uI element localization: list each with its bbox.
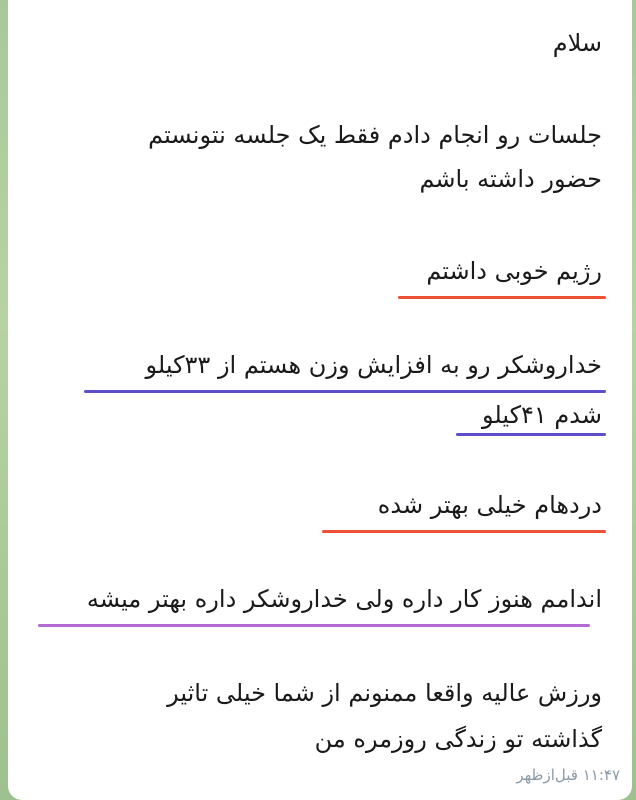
message-line: جلسات رو انجام دادم فقط یک جلسه نتونستم (148, 121, 602, 149)
message-line: گذاشته تو زندگی روزمره من (314, 725, 602, 753)
underline-purple (38, 624, 590, 627)
message-line: دردهام خیلی بهتر شده (377, 491, 602, 519)
underline-blue (456, 433, 606, 436)
message-line: اندامم هنوز کار داره ولی خداروشکر داره بهتر میشه (86, 585, 602, 613)
message-timestamp: ۱۱:۴۷ قبل‌ازظهر (516, 766, 620, 784)
message-bubble[interactable] (8, 0, 632, 800)
message-line: شدم ۴۱کیلو (482, 401, 602, 429)
message-line: حضور داشته باشم (419, 165, 602, 193)
underline-red (398, 296, 606, 299)
message-line: ورزش عالیه واقعا ممنونم از شما خیلی تاثیر (167, 679, 602, 707)
underline-blue (84, 390, 606, 393)
underline-red (322, 530, 606, 533)
message-line: رژیم خوبی داشتم (426, 257, 602, 285)
message-line: خداروشکر رو به افزایش وزن هستم از ۳۳کیلو (145, 351, 602, 379)
message-line: سلام (552, 29, 602, 57)
